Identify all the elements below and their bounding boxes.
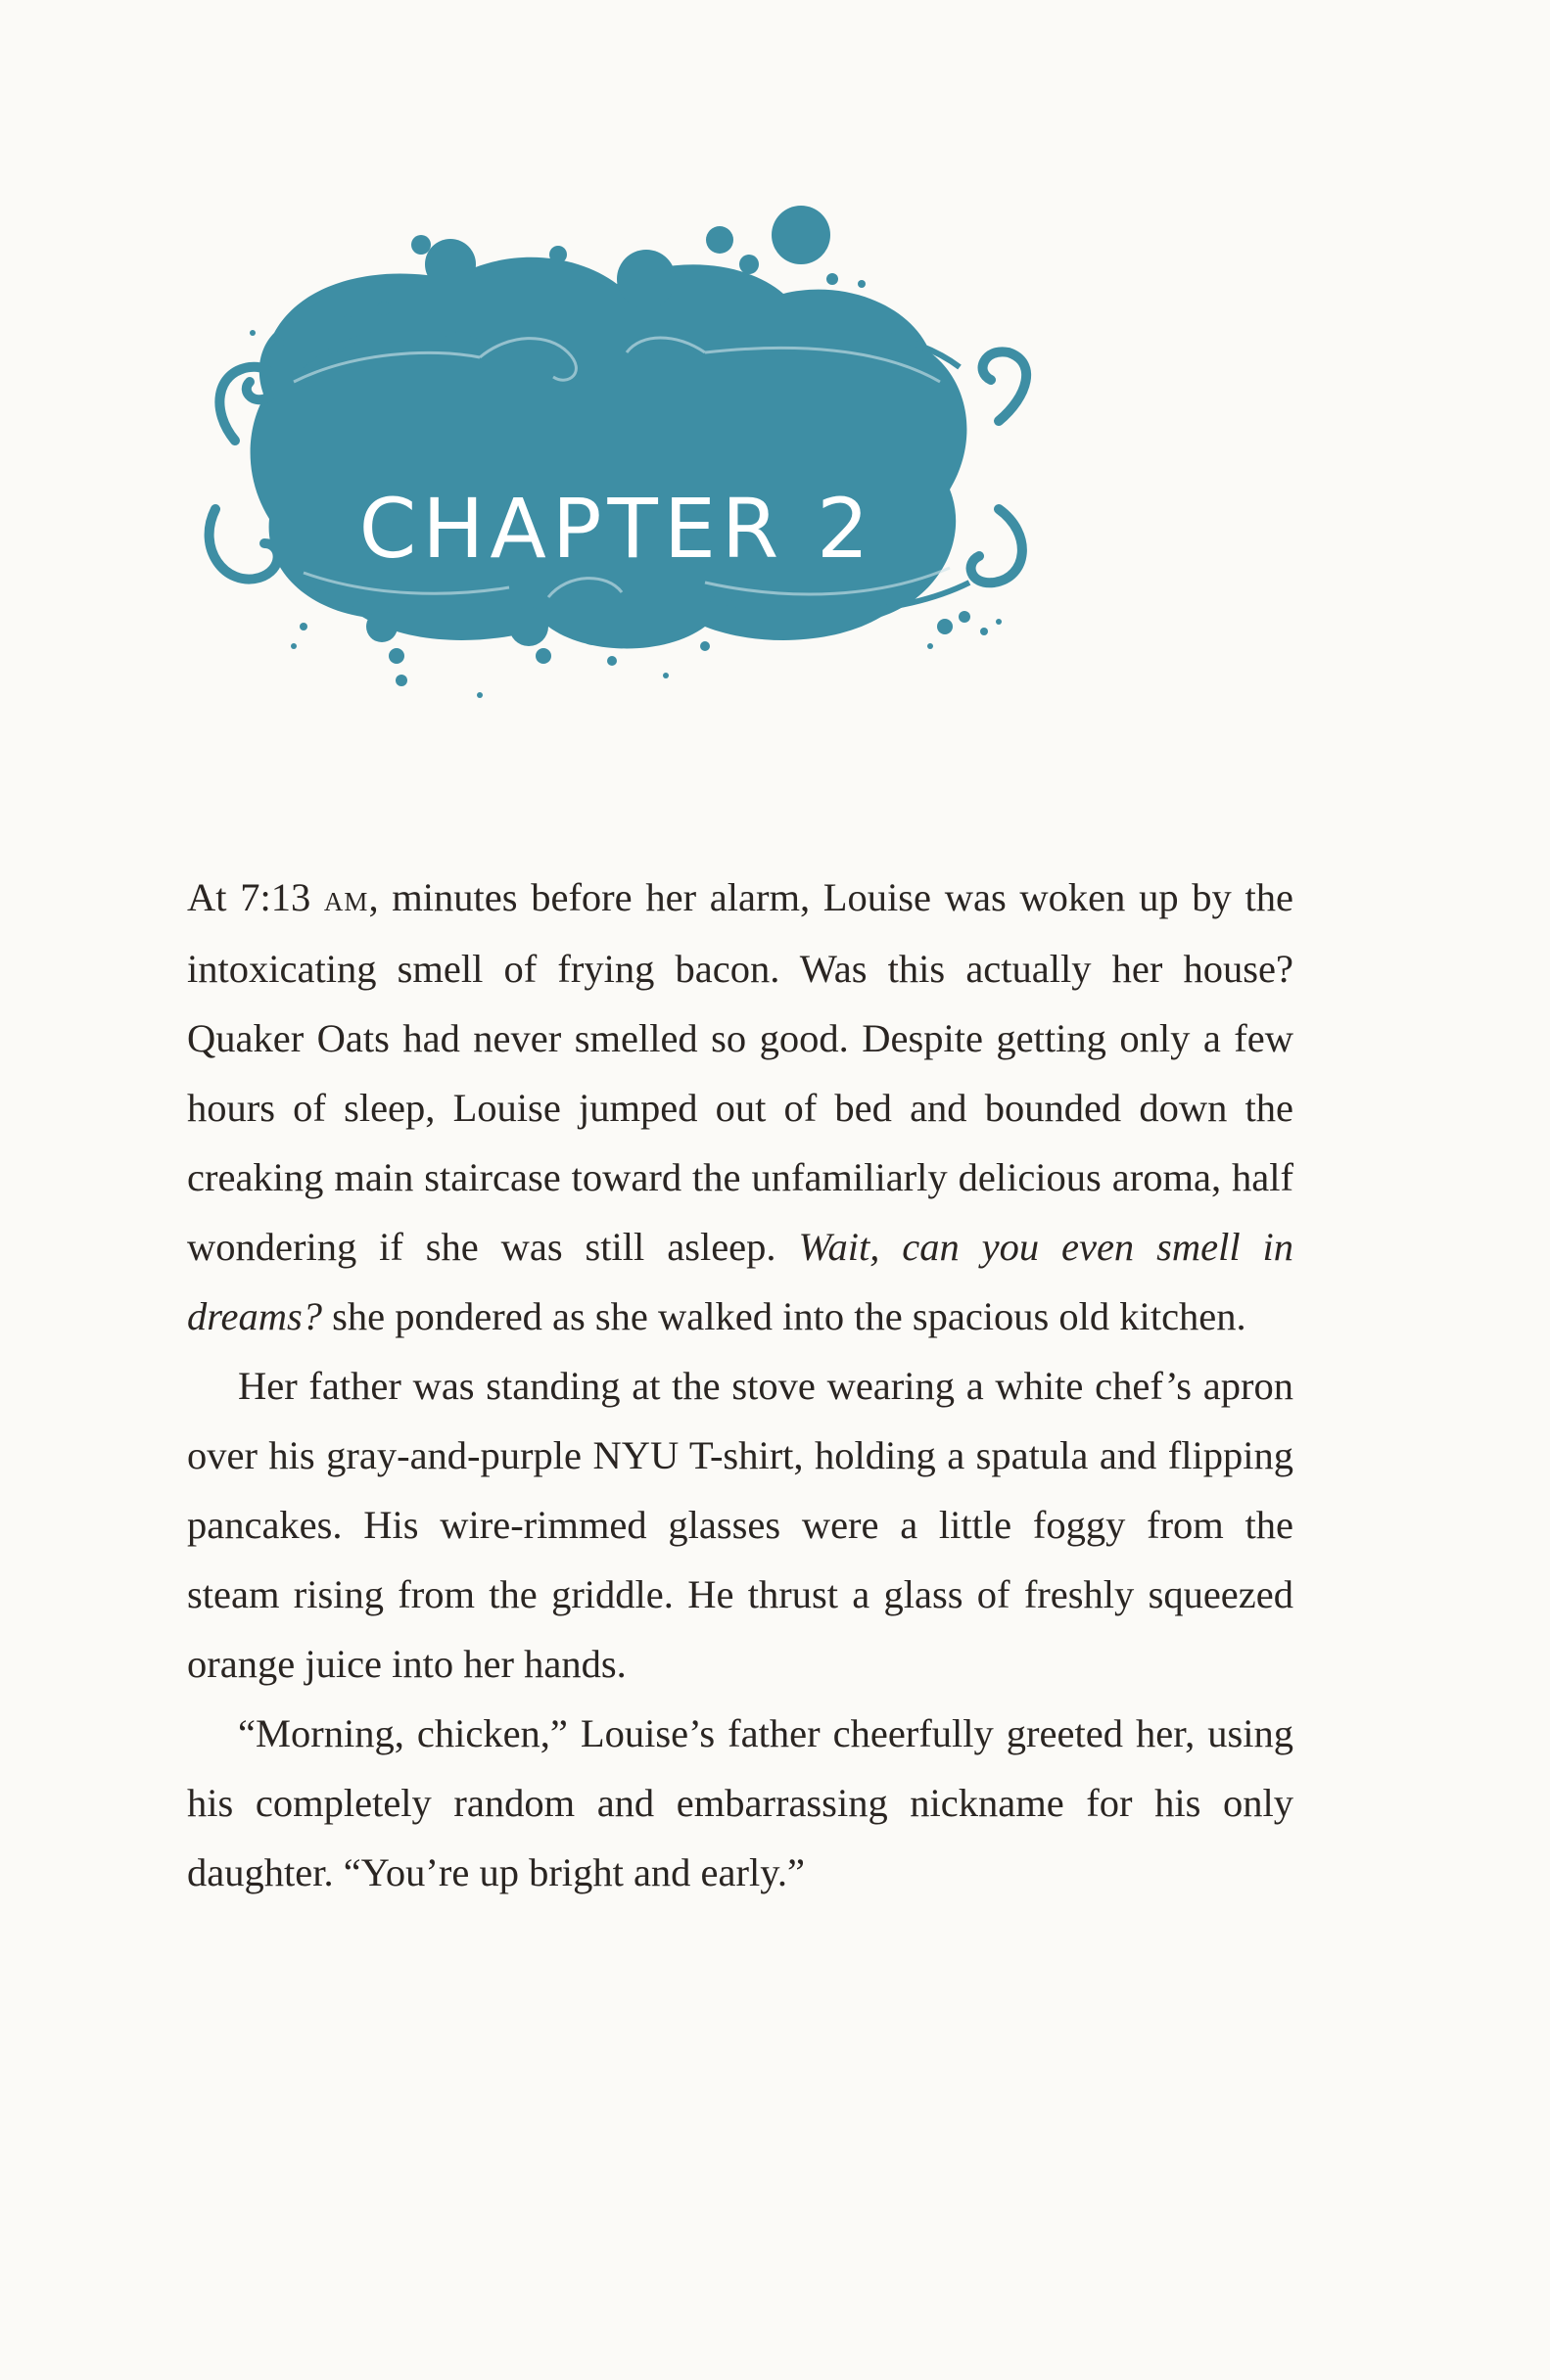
paragraph-1	[187, 863, 1293, 1351]
italic-thought: Wait, can you even smell in dreams?	[187, 1225, 1293, 1338]
chapter-emblem	[157, 186, 1077, 754]
chapter-title: CHAPTER 2	[358, 481, 875, 577]
paragraph-1-part-5: she pondered as she walked into the spacious old kitchen.	[322, 1294, 1246, 1338]
paragraph-1-part-3: , minutes before her alarm, Louise was woken up by the intoxicating smell of frying bacon. Was this actually her house? Quaker Oats had never smelled so good. Despite getting only a few hours of sleep, Louise jumped out of bed and bounded down the creaking main staircase toward the unfamiliarly delicious aroma, half wondering if she was still asleep.	[187, 875, 1293, 1269]
paragraph-1-part-1: At 7:13	[187, 875, 324, 919]
chapter-body-text	[187, 863, 1293, 1907]
time-suffix-smallcaps: am	[323, 878, 369, 919]
paragraph-2: Her father was standing at the stove wearing a white chef’s apron over his gray-and-purple NYU T-shirt, holding a spatula and flipping pancakes. His wire-rimmed glasses were a little foggy from the steam rising from the griddle. He thrust a glass of freshly squeezed orange juice into her hands.	[187, 1364, 1293, 1686]
paragraph-3: “Morning, chicken,” Louise’s father cheerfully greeted her, using his completely random and embarrassing nickname for his only daughter. “You’re up bright and early.”	[187, 1711, 1293, 1894]
